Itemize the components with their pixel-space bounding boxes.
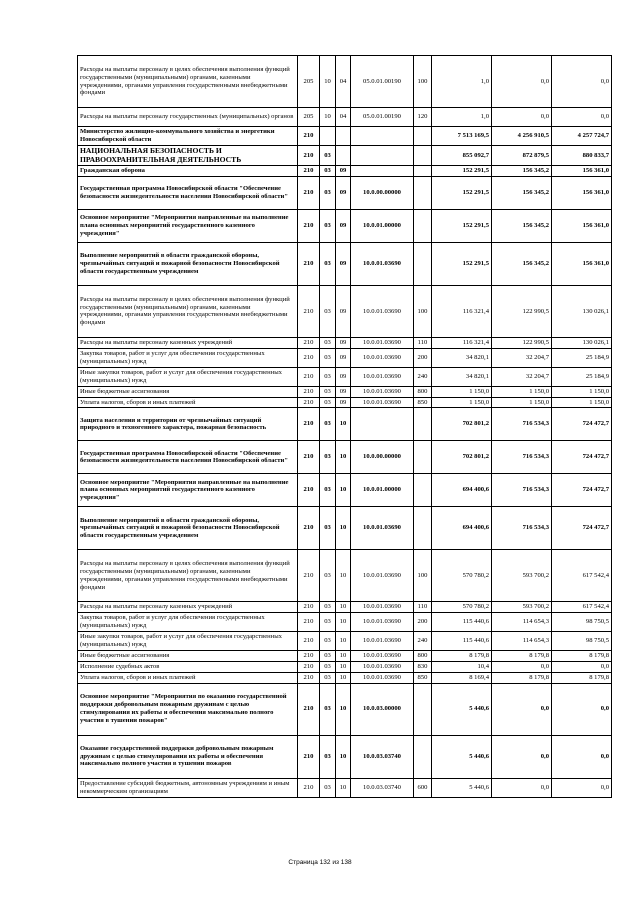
amount-year-1: 152 291,5 [432, 166, 492, 177]
amount-year-3: 724 472,7 [552, 474, 612, 507]
amount-year-3: 156 361,0 [552, 176, 612, 209]
amount-year-3: 724 472,7 [552, 507, 612, 550]
amount-year-3: 4 257 724,7 [552, 127, 612, 146]
section-code: 03 [320, 242, 336, 285]
section-code [320, 127, 336, 146]
row-name: Иные закупки товаров, работ и услуг для обеспечения государственных (муниципальных) нужд [78, 632, 298, 651]
amount-year-1: 5 440,6 [432, 683, 492, 735]
target-article-code: 10.0.03.00000 [351, 683, 414, 735]
section-code: 10 [320, 108, 336, 127]
amount-year-3: 617 542,4 [552, 602, 612, 613]
amount-year-2: 156 345,2 [492, 166, 552, 177]
target-article-code: 10.0.01.03690 [351, 337, 414, 348]
amount-year-1: 570 780,2 [432, 602, 492, 613]
amount-year-1: 115 440,6 [432, 613, 492, 632]
amount-year-1: 702 801,2 [432, 441, 492, 474]
section-code: 03 [320, 146, 336, 166]
page-footer: Страница 132 из 138 [288, 859, 352, 866]
target-article-code: 10.0.03.03740 [351, 735, 414, 778]
table-row [78, 56, 612, 108]
subsection-code: 10 [336, 651, 351, 662]
row-name: Выполнение мероприятий в области гражданской обороны, чрезвычайных ситуаций и пожарной безопасности Новосибирской области государственным учреждением [78, 507, 298, 550]
expense-type-code [414, 735, 432, 778]
amount-year-3: 0,0 [552, 108, 612, 127]
amount-year-2: 122 990,5 [492, 337, 552, 348]
grbs-code: 210 [298, 397, 320, 408]
amount-year-2: 122 990,5 [492, 285, 552, 337]
amount-year-1: 7 513 169,5 [432, 127, 492, 146]
target-article-code [351, 408, 414, 441]
row-name: Защита населения и территории от чрезвычайных ситуаций природного и техногенного характера, пожарная безопасность [78, 408, 298, 441]
section-code: 03 [320, 367, 336, 386]
expense-type-code [414, 441, 432, 474]
amount-year-1: 702 801,2 [432, 408, 492, 441]
target-article-code: 10.0.01.03690 [351, 367, 414, 386]
amount-year-2: 32 204,7 [492, 348, 552, 367]
table-body [78, 56, 612, 798]
amount-year-3: 25 184,9 [552, 367, 612, 386]
grbs-code: 210 [298, 408, 320, 441]
grbs-code: 210 [298, 367, 320, 386]
subsection-code: 04 [336, 56, 351, 108]
subsection-code: 09 [336, 348, 351, 367]
table-row [78, 408, 612, 441]
subsection-code: 09 [336, 209, 351, 242]
amount-year-1: 152 291,5 [432, 242, 492, 285]
expense-type-code [414, 209, 432, 242]
amount-year-3: 617 542,4 [552, 550, 612, 602]
amount-year-1: 1 150,0 [432, 386, 492, 397]
expense-type-code [414, 474, 432, 507]
row-name: Иные закупки товаров, работ и услуг для обеспечения государственных (муниципальных) нужд [78, 367, 298, 386]
section-code: 03 [320, 651, 336, 662]
amount-year-3: 724 472,7 [552, 408, 612, 441]
row-name: Закупка товаров, работ и услуг для обеспечения государственных (муниципальных) нужд [78, 348, 298, 367]
table-row [78, 242, 612, 285]
section-code: 03 [320, 209, 336, 242]
amount-year-2: 114 654,3 [492, 632, 552, 651]
table-row [78, 474, 612, 507]
target-article-code: 05.0.01.00190 [351, 108, 414, 127]
amount-year-1: 116 321,4 [432, 285, 492, 337]
table-row [78, 166, 612, 177]
table-row [78, 735, 612, 778]
amount-year-1: 152 291,5 [432, 209, 492, 242]
expense-type-code: 110 [414, 337, 432, 348]
table-row [78, 209, 612, 242]
target-article-code: 10.0.01.03690 [351, 613, 414, 632]
section-code: 03 [320, 176, 336, 209]
expense-type-code [414, 127, 432, 146]
amount-year-2: 4 256 910,5 [492, 127, 552, 146]
grbs-code: 210 [298, 386, 320, 397]
row-name: Уплата налогов, сборов и иных платежей [78, 672, 298, 683]
amount-year-3: 156 361,0 [552, 242, 612, 285]
subsection-code: 09 [336, 242, 351, 285]
target-article-code: 10.0.01.03690 [351, 672, 414, 683]
amount-year-1: 8 169,4 [432, 672, 492, 683]
subsection-code [336, 127, 351, 146]
grbs-code: 205 [298, 56, 320, 108]
section-code: 10 [320, 56, 336, 108]
amount-year-2: 8 179,8 [492, 672, 552, 683]
expense-type-code [414, 408, 432, 441]
expense-type-code [414, 176, 432, 209]
target-article-code: 10.0.01.03690 [351, 602, 414, 613]
row-name: Основное мероприятие "Мероприятия направленные на выполнение плана основных мероприятий государственного казенного учреждения" [78, 474, 298, 507]
expense-type-code: 200 [414, 348, 432, 367]
grbs-code: 210 [298, 683, 320, 735]
section-code: 03 [320, 735, 336, 778]
section-code: 03 [320, 285, 336, 337]
amount-year-3: 8 179,8 [552, 651, 612, 662]
table-row [78, 778, 612, 797]
target-article-code: 10.0.01.03690 [351, 386, 414, 397]
subsection-code: 10 [336, 613, 351, 632]
table-row [78, 176, 612, 209]
amount-year-1: 116 321,4 [432, 337, 492, 348]
amount-year-2: 716 534,3 [492, 474, 552, 507]
section-code: 03 [320, 397, 336, 408]
grbs-code: 210 [298, 602, 320, 613]
amount-year-3: 724 472,7 [552, 441, 612, 474]
target-article-code: 10.0.01.03690 [351, 661, 414, 672]
expense-type-code [414, 146, 432, 166]
amount-year-1: 1 150,0 [432, 397, 492, 408]
grbs-code: 210 [298, 242, 320, 285]
amount-year-2: 0,0 [492, 735, 552, 778]
target-article-code: 10.0.01.03690 [351, 285, 414, 337]
grbs-code: 210 [298, 632, 320, 651]
grbs-code: 210 [298, 209, 320, 242]
row-name: Иные бюджетные ассигнования [78, 651, 298, 662]
subsection-code: 04 [336, 108, 351, 127]
subsection-code: 10 [336, 474, 351, 507]
target-article-code: 10.0.01.00000 [351, 474, 414, 507]
subsection-code: 10 [336, 602, 351, 613]
row-name: Расходы на выплаты персоналу в целях обеспечения выполнения функций государственными (муниципальными) органами, казенными учреждениями, органами управления государственными внебюджетными фондами [78, 550, 298, 602]
table-row [78, 672, 612, 683]
grbs-code: 210 [298, 348, 320, 367]
amount-year-2: 1 150,0 [492, 386, 552, 397]
amount-year-2: 872 879,5 [492, 146, 552, 166]
subsection-code: 09 [336, 166, 351, 177]
expense-type-code [414, 166, 432, 177]
table-row [78, 507, 612, 550]
row-name: Государственная программа Новосибирской области "Обеспечение безопасности жизнедеятельности населения Новосибирской области" [78, 176, 298, 209]
grbs-code: 210 [298, 146, 320, 166]
table-row [78, 441, 612, 474]
grbs-code: 205 [298, 108, 320, 127]
table-row [78, 348, 612, 367]
subsection-code: 09 [336, 176, 351, 209]
table-row [78, 127, 612, 146]
grbs-code: 210 [298, 778, 320, 797]
target-article-code [351, 127, 414, 146]
table-row [78, 613, 612, 632]
amount-year-1: 10,4 [432, 661, 492, 672]
expense-type-code [414, 507, 432, 550]
target-article-code: 10.0.00.00000 [351, 176, 414, 209]
subsection-code: 09 [336, 386, 351, 397]
section-code: 03 [320, 550, 336, 602]
amount-year-2: 716 534,3 [492, 408, 552, 441]
expense-type-code: 100 [414, 285, 432, 337]
expense-type-code: 120 [414, 108, 432, 127]
budget-table [77, 55, 612, 798]
table-row [78, 602, 612, 613]
grbs-code: 210 [298, 661, 320, 672]
subsection-code: 10 [336, 672, 351, 683]
expense-type-code: 200 [414, 613, 432, 632]
amount-year-2: 156 345,2 [492, 209, 552, 242]
subsection-code: 10 [336, 661, 351, 672]
grbs-code: 210 [298, 474, 320, 507]
amount-year-1: 5 440,6 [432, 735, 492, 778]
expense-type-code: 110 [414, 602, 432, 613]
amount-year-3: 0,0 [552, 56, 612, 108]
amount-year-2: 156 345,2 [492, 176, 552, 209]
amount-year-3: 0,0 [552, 683, 612, 735]
amount-year-1: 694 400,6 [432, 507, 492, 550]
expense-type-code: 100 [414, 56, 432, 108]
amount-year-3: 8 179,8 [552, 672, 612, 683]
amount-year-3: 1 150,0 [552, 397, 612, 408]
amount-year-2: 0,0 [492, 108, 552, 127]
expense-type-code: 600 [414, 778, 432, 797]
section-code: 03 [320, 661, 336, 672]
amount-year-3: 1 150,0 [552, 386, 612, 397]
amount-year-2: 716 534,3 [492, 507, 552, 550]
grbs-code: 210 [298, 651, 320, 662]
grbs-code: 210 [298, 166, 320, 177]
target-article-code: 10.0.01.00000 [351, 209, 414, 242]
grbs-code: 210 [298, 441, 320, 474]
amount-year-3: 98 750,5 [552, 632, 612, 651]
table-row [78, 285, 612, 337]
table-row [78, 397, 612, 408]
amount-year-2: 156 345,2 [492, 242, 552, 285]
section-code: 03 [320, 602, 336, 613]
amount-year-1: 115 440,6 [432, 632, 492, 651]
amount-year-3: 156 361,0 [552, 209, 612, 242]
table-row [78, 683, 612, 735]
section-code: 03 [320, 166, 336, 177]
amount-year-3: 880 833,7 [552, 146, 612, 166]
row-name: Расходы на выплаты персоналу казенных учреждений [78, 602, 298, 613]
amount-year-3: 25 184,9 [552, 348, 612, 367]
grbs-code: 210 [298, 507, 320, 550]
section-code: 03 [320, 348, 336, 367]
subsection-code: 09 [336, 367, 351, 386]
amount-year-2: 1 150,0 [492, 397, 552, 408]
expense-type-code [414, 242, 432, 285]
table-row [78, 632, 612, 651]
row-name: Основное мероприятие "Мероприятия по оказанию государственной поддержки добровольным пожарным дружинам с целью стимулирования их работы и обеспечения максимально полного участия в тушении пожаров" [78, 683, 298, 735]
row-name: Выполнение мероприятий в области гражданской обороны, чрезвычайных ситуаций и пожарной безопасности Новосибирской области государственным учреждением [78, 242, 298, 285]
expense-type-code: 850 [414, 672, 432, 683]
amount-year-3: 0,0 [552, 735, 612, 778]
target-article-code: 10.0.01.03690 [351, 651, 414, 662]
grbs-code: 210 [298, 672, 320, 683]
amount-year-2: 32 204,7 [492, 367, 552, 386]
table-row [78, 108, 612, 127]
amount-year-1: 152 291,5 [432, 176, 492, 209]
subsection-code: 09 [336, 397, 351, 408]
grbs-code: 210 [298, 550, 320, 602]
row-name: Расходы на выплаты персоналу в целях обеспечения выполнения функций государственными (муниципальными) органами, казенными учреждениями, органами управления государственными внебюджетными фондами [78, 56, 298, 108]
grbs-code: 210 [298, 613, 320, 632]
table-row [78, 386, 612, 397]
amount-year-2: 114 654,3 [492, 613, 552, 632]
amount-year-1: 34 820,1 [432, 348, 492, 367]
target-article-code: 10.0.00.00000 [351, 441, 414, 474]
subsection-code: 09 [336, 337, 351, 348]
target-article-code: 05.0.01.00190 [351, 56, 414, 108]
expense-type-code: 850 [414, 397, 432, 408]
grbs-code: 210 [298, 735, 320, 778]
row-name: НАЦИОНАЛЬНАЯ БЕЗОПАСНОСТЬ И ПРАВООХРАНИТЕЛЬНАЯ ДЕЯТЕЛЬНОСТЬ [78, 146, 298, 166]
amount-year-2: 0,0 [492, 661, 552, 672]
amount-year-3: 0,0 [552, 778, 612, 797]
expense-type-code: 240 [414, 632, 432, 651]
expense-type-code: 100 [414, 550, 432, 602]
amount-year-2: 0,0 [492, 683, 552, 735]
subsection-code: 10 [336, 632, 351, 651]
expense-type-code [414, 683, 432, 735]
row-name: Иные бюджетные ассигнования [78, 386, 298, 397]
amount-year-1: 1,0 [432, 56, 492, 108]
amount-year-3: 0,0 [552, 661, 612, 672]
table-row [78, 550, 612, 602]
table-row [78, 367, 612, 386]
row-name: Исполнение судебных актов [78, 661, 298, 672]
amount-year-1: 1,0 [432, 108, 492, 127]
row-name: Закупка товаров, работ и услуг для обеспечения государственных (муниципальных) нужд [78, 613, 298, 632]
target-article-code: 10.0.03.03740 [351, 778, 414, 797]
subsection-code: 10 [336, 550, 351, 602]
target-article-code: 10.0.01.03690 [351, 242, 414, 285]
table-row [78, 661, 612, 672]
section-code: 03 [320, 337, 336, 348]
grbs-code: 210 [298, 337, 320, 348]
amount-year-2: 593 700,2 [492, 550, 552, 602]
section-code: 03 [320, 441, 336, 474]
subsection-code: 10 [336, 778, 351, 797]
section-code: 03 [320, 632, 336, 651]
table-row [78, 146, 612, 166]
amount-year-1: 855 092,7 [432, 146, 492, 166]
target-article-code: 10.0.01.03690 [351, 507, 414, 550]
target-article-code [351, 146, 414, 166]
table-row [78, 651, 612, 662]
row-name: Расходы на выплаты персоналу государственных (муниципальных) органов [78, 108, 298, 127]
section-code: 03 [320, 672, 336, 683]
grbs-code: 210 [298, 127, 320, 146]
section-code: 03 [320, 507, 336, 550]
subsection-code: 10 [336, 408, 351, 441]
subsection-code: 10 [336, 683, 351, 735]
grbs-code: 210 [298, 285, 320, 337]
amount-year-1: 8 179,8 [432, 651, 492, 662]
expense-type-code: 800 [414, 651, 432, 662]
target-article-code [351, 166, 414, 177]
amount-year-2: 8 179,8 [492, 651, 552, 662]
amount-year-2: 0,0 [492, 778, 552, 797]
amount-year-2: 0,0 [492, 56, 552, 108]
section-code: 03 [320, 408, 336, 441]
row-name: Гражданская оборона [78, 166, 298, 177]
subsection-code: 09 [336, 285, 351, 337]
subsection-code: 10 [336, 507, 351, 550]
subsection-code [336, 146, 351, 166]
target-article-code: 10.0.01.03690 [351, 550, 414, 602]
row-name: Предоставление субсидий бюджетным, автономным учреждениям и иным некоммерческим организациям [78, 778, 298, 797]
section-code: 03 [320, 613, 336, 632]
table-row [78, 337, 612, 348]
section-code: 03 [320, 474, 336, 507]
grbs-code: 210 [298, 176, 320, 209]
row-name: Уплата налогов, сборов и иных платежей [78, 397, 298, 408]
amount-year-3: 130 026,1 [552, 337, 612, 348]
amount-year-3: 130 026,1 [552, 285, 612, 337]
row-name: Министерство жилищно-коммунального хозяйства и энергетики Новосибирской области [78, 127, 298, 146]
section-code: 03 [320, 778, 336, 797]
amount-year-2: 716 534,3 [492, 441, 552, 474]
subsection-code: 10 [336, 735, 351, 778]
amount-year-1: 34 820,1 [432, 367, 492, 386]
expense-type-code: 240 [414, 367, 432, 386]
amount-year-3: 156 361,0 [552, 166, 612, 177]
amount-year-2: 593 700,2 [492, 602, 552, 613]
amount-year-3: 98 750,5 [552, 613, 612, 632]
target-article-code: 10.0.01.03690 [351, 348, 414, 367]
row-name: Расходы на выплаты персоналу казенных учреждений [78, 337, 298, 348]
target-article-code: 10.0.01.03690 [351, 397, 414, 408]
row-name: Государственная программа Новосибирской области "Обеспечение безопасности жизнедеятельности населения Новосибирской области" [78, 441, 298, 474]
expense-type-code: 830 [414, 661, 432, 672]
row-name: Основное мероприятие "Мероприятия направленные на выполнение плана основных мероприятий государственного казенного учреждения" [78, 209, 298, 242]
section-code: 03 [320, 386, 336, 397]
amount-year-1: 694 400,6 [432, 474, 492, 507]
expense-type-code: 800 [414, 386, 432, 397]
target-article-code: 10.0.01.03690 [351, 632, 414, 651]
amount-year-1: 570 780,2 [432, 550, 492, 602]
row-name: Оказание государственной поддержки добровольным пожарным дружинам с целью стимулирования их работы и обеспечения максимально полного участия в тушении пожаров [78, 735, 298, 778]
row-name: Расходы на выплаты персоналу в целях обеспечения выполнения функций государственными (муниципальными) органами, казенными учреждениями, органами управления государственными внебюджетными фондами [78, 285, 298, 337]
amount-year-1: 5 440,6 [432, 778, 492, 797]
subsection-code: 10 [336, 441, 351, 474]
section-code: 03 [320, 683, 336, 735]
